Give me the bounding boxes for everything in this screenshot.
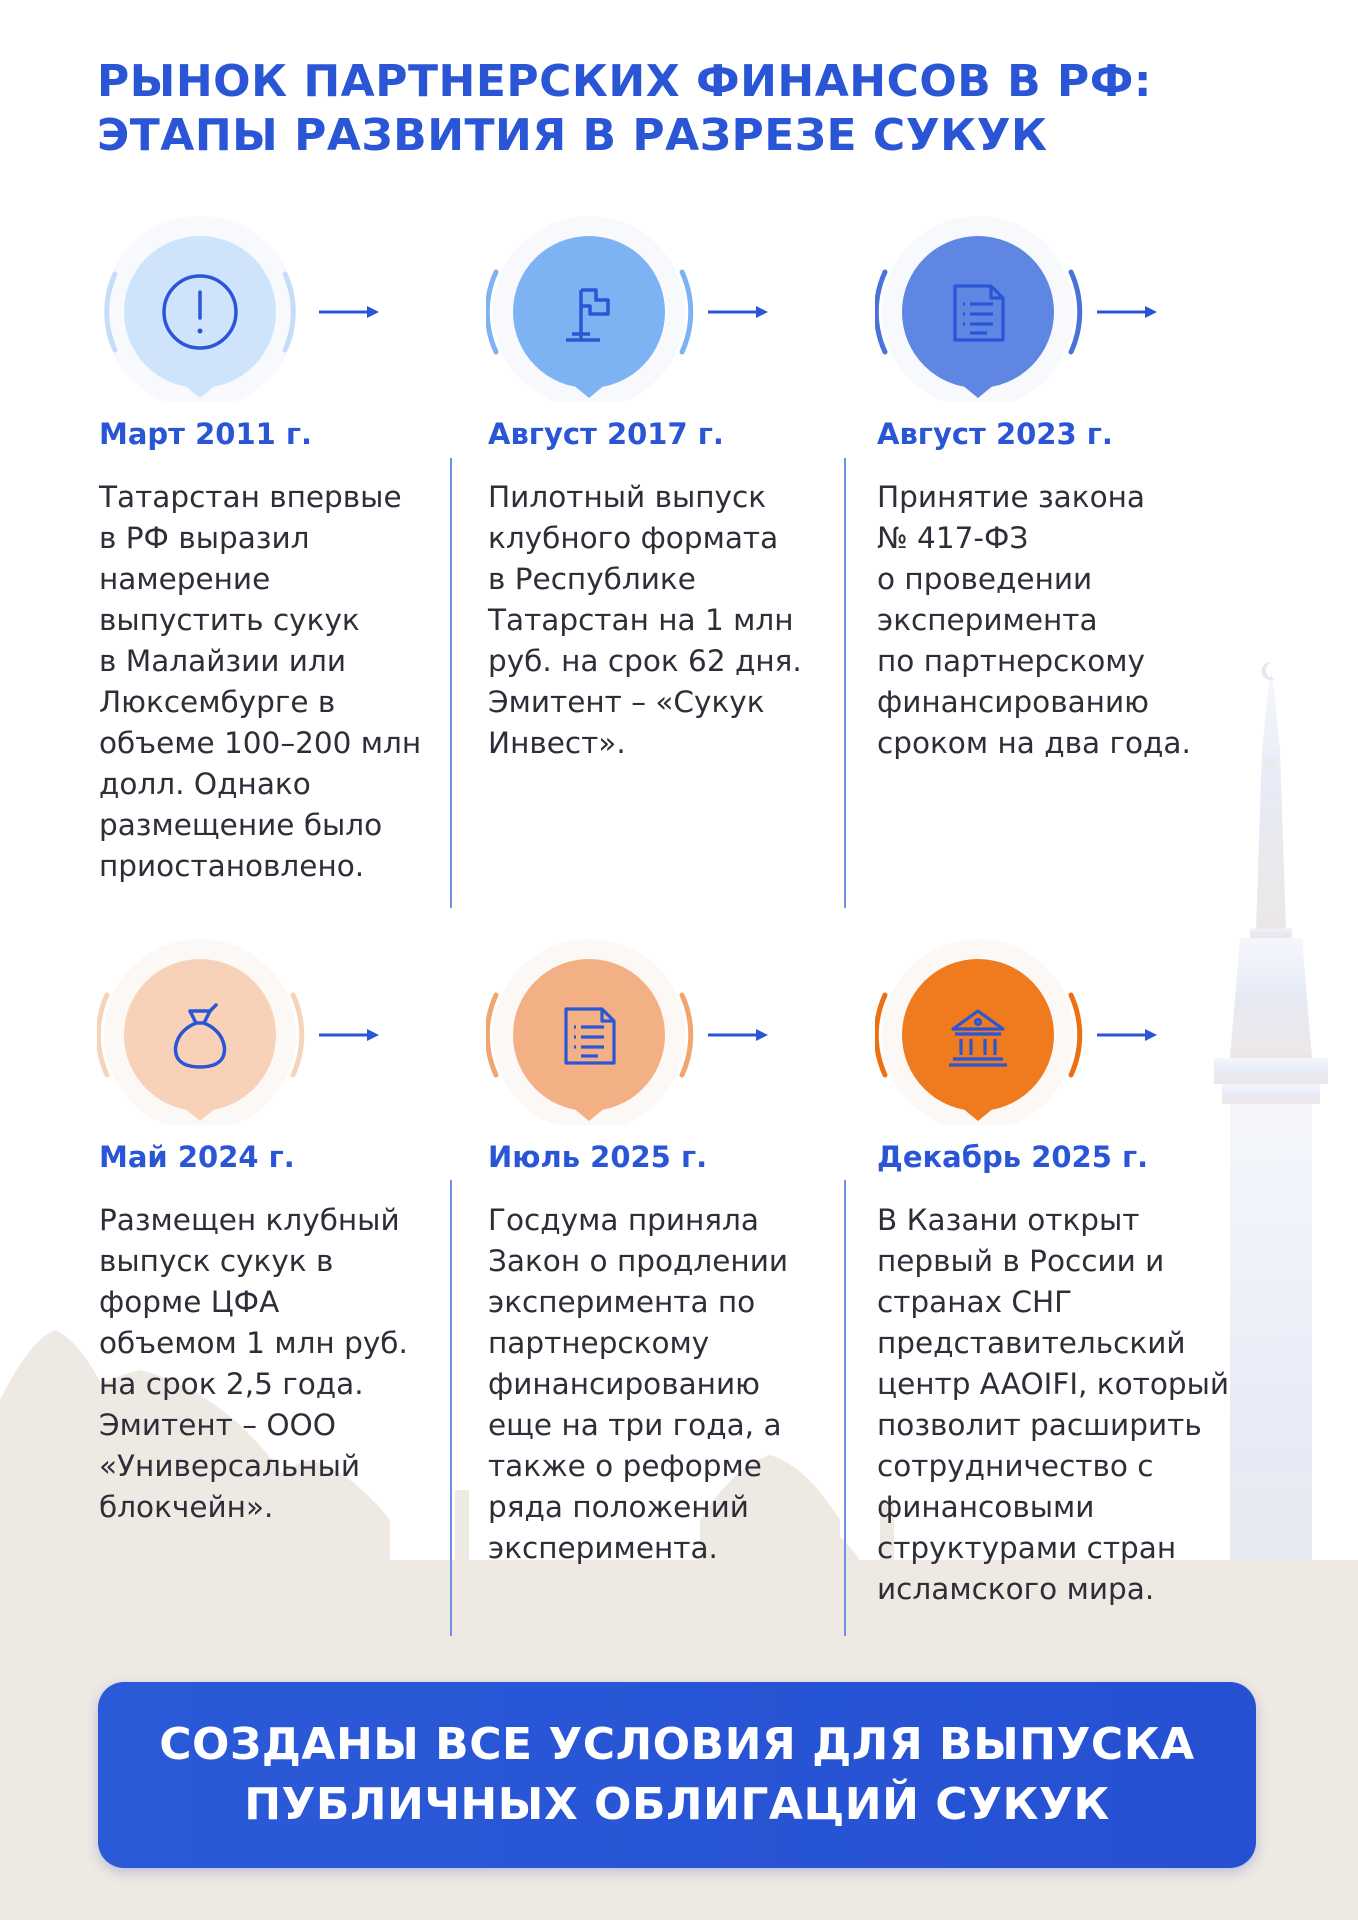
page-title-line-2: ЭТАПЫ РАЗВИТИЯ В РАЗРЕЗЕ СУКУК <box>97 110 1048 161</box>
stage-icon-badge <box>875 212 1235 402</box>
stage-date: Июль 2025 г. <box>488 1140 708 1174</box>
arrow-right-icon <box>708 306 768 318</box>
banner-line-1: СОЗДАНЫ ВСЕ УСЛОВИЯ ДЛЯ ВЫПУСКА <box>159 1719 1195 1770</box>
page-title <box>97 55 1152 163</box>
stage-description: Татарстан впервые в РФ выразил намерение выпустить сукук в Малайзии или Люксембурге в объеме 100–200 млн долл. Однако размещение было приостановлено. <box>99 480 422 883</box>
stage-icon-badge <box>486 935 846 1125</box>
stage-date: Август 2017 г. <box>488 417 724 451</box>
stage-date: Декабрь 2025 г. <box>877 1140 1149 1174</box>
stage-icon-badge <box>486 212 846 402</box>
stage-description: Госдума приняла Закон о продлении эксперимента по партнерскому финансированию еще на три года, а также о реформе ряда положений эксперимента. <box>488 1203 789 1565</box>
banner-line-2: ПУБЛИЧНЫХ ОБЛИГАЦИЙ СУКУК <box>244 1779 1110 1830</box>
stage-description: Размещен клубный выпуск сукук в форме ЦФА объемом 1 млн руб. на срок 2,5 года. Эмитент – ООО «Универсальный блокчейн». <box>99 1203 408 1524</box>
stage-icon-badge <box>875 935 1235 1125</box>
stage-icon-badge <box>97 212 457 402</box>
stage-description: В Казани открыт первый в России и странах СНГ представительский центр AAOIFI, который позволит расширить сотрудничество с финансовыми структурами стран исламского мира. <box>877 1203 1230 1606</box>
stage-date: Май 2024 г. <box>99 1140 295 1174</box>
arrow-right-icon <box>319 306 379 318</box>
stage-description: Пилотный выпуск клубного формата в Республике Татарстан на 1 млн руб. на срок 62 дня. Эмитент – «Сукук Инвест». <box>488 480 802 760</box>
conclusion-banner <box>98 1682 1256 1868</box>
stage-date: Август 2023 г. <box>877 417 1113 451</box>
stage-description: Принятие закона № 417-ФЗ о проведении эксперимента по партнерскому финансированию сроком на два года. <box>877 480 1191 760</box>
divider-line <box>844 458 846 908</box>
arrow-right-icon <box>708 1029 768 1041</box>
page-title-line-1: РЫНОК ПАРТНЕРСКИХ ФИНАНСОВ В РФ: <box>97 56 1152 107</box>
arrow-right-icon <box>1097 1029 1157 1041</box>
divider-line <box>844 1180 846 1636</box>
stage-icon-badge <box>97 935 457 1125</box>
stage-date: Март 2011 г. <box>99 417 313 451</box>
arrow-right-icon <box>1097 306 1157 318</box>
arrow-right-icon <box>319 1029 379 1041</box>
divider-line <box>450 458 452 908</box>
divider-line <box>450 1180 452 1636</box>
